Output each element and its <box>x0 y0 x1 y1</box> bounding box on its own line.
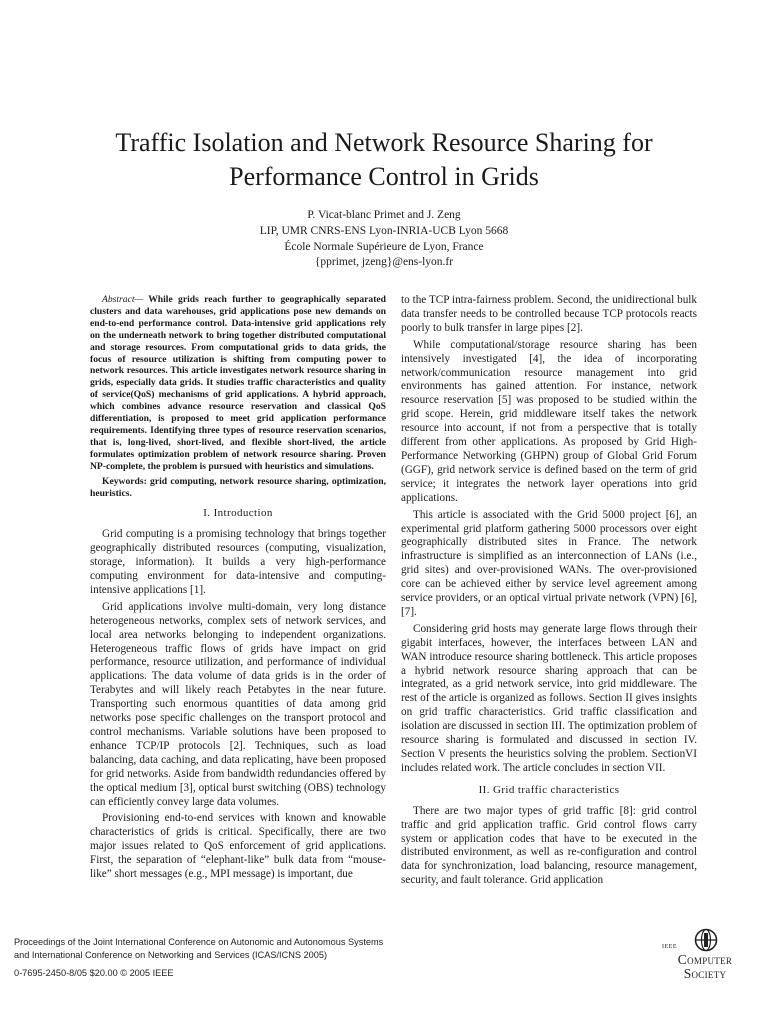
left-column <box>90 294 386 885</box>
paragraph: Grid applications involve multi-domain, very long distance heterogeneous networks, complex sets of network services, and local area networks belonging to independent organizations. Heterogeneous traffic flows of grids have impact on grid performance, resource utilization, and performance of individual applications. The data volume of data grids is in the order of Terabytes and will likely reach Petabytes in the near future. Transporting such enormous quantities of data among grid networks pose specific challenges on the transport protocol and control mechanisms. Variable solutions have been proposed to enhance TCP/IP protocols [2]. Techniques, such as load balancing, data caching, and data replicating, have been proposed for grid networks. Aside from bandwidth redundancies offered by the optical medium [3], optical burst switching (OBS) technology can efficiently convey large data volumes. <box>90 600 386 808</box>
footer-line-2: and International Conference on Networking and Services (ICAS/ICNS 2005) <box>14 949 328 960</box>
author-names: P. Vicat-blanc Primet and J. Zeng <box>307 209 461 221</box>
ieee-emblem-icon <box>694 928 718 952</box>
computer-society-logo <box>660 928 750 1008</box>
proceedings-footer <box>14 936 574 980</box>
keywords: Keywords: grid computing, network resource sharing, optimization, heuristics. <box>90 475 386 499</box>
logo-word-society: Society <box>683 966 727 981</box>
paragraph: Grid computing is a promising technology that brings together geographically distributed resources (computing, visualization, storage, information). It builds a very high-performance computing environment for data-intensive and computing-intensive applications [1]. <box>90 528 386 596</box>
logo-ieee-text: IEEE <box>662 944 677 950</box>
affiliation-school: École Normale Supérieure de Lyon, France <box>284 240 484 253</box>
footer-copyright: 0-7695-2450-8/05 $20.00 © 2005 IEEE <box>14 968 174 979</box>
section-heading-introduction: I. Introduction <box>203 507 273 520</box>
logo-word-computer: Computer <box>677 952 733 967</box>
title-line-2: Performance Control in Grids <box>229 162 539 191</box>
author-email: {pprimet, jzeng}@ens-lyon.fr <box>314 256 454 269</box>
author-block <box>80 208 688 271</box>
paragraph: There are two major types of grid traffic [8]: grid control traffic and grid application traffic. Grid control flows carry system or application codes that have to be executed in the distributed environment, as well as re-configuration and control data for synchronization, load balancing, resource management, security, and fault tolerance. Grid application <box>401 804 697 887</box>
paragraph-continued: to the TCP intra-fairness problem. Second, the unidirectional bulk data transfer needs to be controlled because TCP protocols reacts poorly to bulk transfer in large pipes [2]. <box>401 294 697 334</box>
title-line-1: Traffic Isolation and Network Resource Sharing for <box>115 128 653 157</box>
paragraph: Considering grid hosts may generate large flows through their gigabit interfaces, however, the interfaces between LAN and WAN introduce resource sharing bottleneck. This article proposes a hybrid network resource sharing approach that can be integrated, as a grid network service, into grid middleware. The rest of the article is organized as follows. Section II gives insights on grid traffic characteristics. Grid traffic classification and isolation are discussed in section III. The optimization problem of resource sharing is formulated and discussed in section IV. Section V presents the heuristics solving the problem. SectionVI includes related work. The article concludes in section VII. <box>401 622 697 774</box>
section-heading-traffic: II. Grid traffic characteristics <box>478 783 620 796</box>
abstract-text: While grids reach further to geographically separated clusters and data warehouses, grid applications pose new demands on end-to-end performance control. Data-intensive grid applications rely on the underneath network to bring together distributed computational and storage resources. From computational grids to data grids, the focus of resource utilization is shifting from computing power to network resources. This article investigates network resource sharing in grids, especially data grids. It studies traffic characteristics and quality of service(QoS) mechanisms of grid applications. A hybrid approach, which combines advance resource reservation and classical QoS differentiation, is proposed to meet grid application performance requirements. Identifying three types of resource reservation scenarios, that is, long-lived, short-lived, and flexible short-lived, the article formulates optimization problem of network resource sharing. Proven NP-complete, the problem is pursued with heuristics and simulations. <box>90 294 386 472</box>
footer-line-1: Proceedings of the Joint International Conference on Autonomic and Autonomous Systems <box>14 937 384 947</box>
right-column <box>401 294 697 891</box>
abstract-label: Abstract— <box>102 294 144 305</box>
affiliation-lab: LIP, UMR CNRS-ENS Lyon-INRIA-UCB Lyon 5668 <box>259 224 509 237</box>
paragraph: Provisioning end-to-end services with known and knowable characteristics of grids is critical. Specifically, there are two major issues related to QoS enforcement of grid applications. First, the separation of “elephant-like” bulk data from “mouse-like” short messages (e.g., MPI message) is important, due <box>90 812 386 881</box>
paragraph: While computational/storage resource sharing has been intensively investigated [4], the idea of incorporating network/communication resource management into grid environments has gained attention. For instance, network resource reservation [5] was proposed to be studied within the grid scope. Herein, grid middleware itself takes the network resource into account, if not from a perspective that is totally different from other applications. As proposed by Grid High-Performance Networking (GHPN) group of Global Grid Forum (GGF), grid network service is defined based on the term of grid service; it integrates the network layer operations into grid applications. <box>401 338 697 504</box>
paragraph: This article is associated with the Grid 5000 project [6], an experimental grid platform gathering 5000 processors over eight geographically distributed sites in France. The network infrastructure is simplified as an interconnection of LANs (i.e., grid sites) and over-provisioned WANs. The over-provisioned core can be achieved either by service level agreement among service providers, or an optical virtual private network (VPN) [6], [7]. <box>401 508 697 618</box>
abstract <box>90 294 386 473</box>
paper-title <box>60 126 708 194</box>
